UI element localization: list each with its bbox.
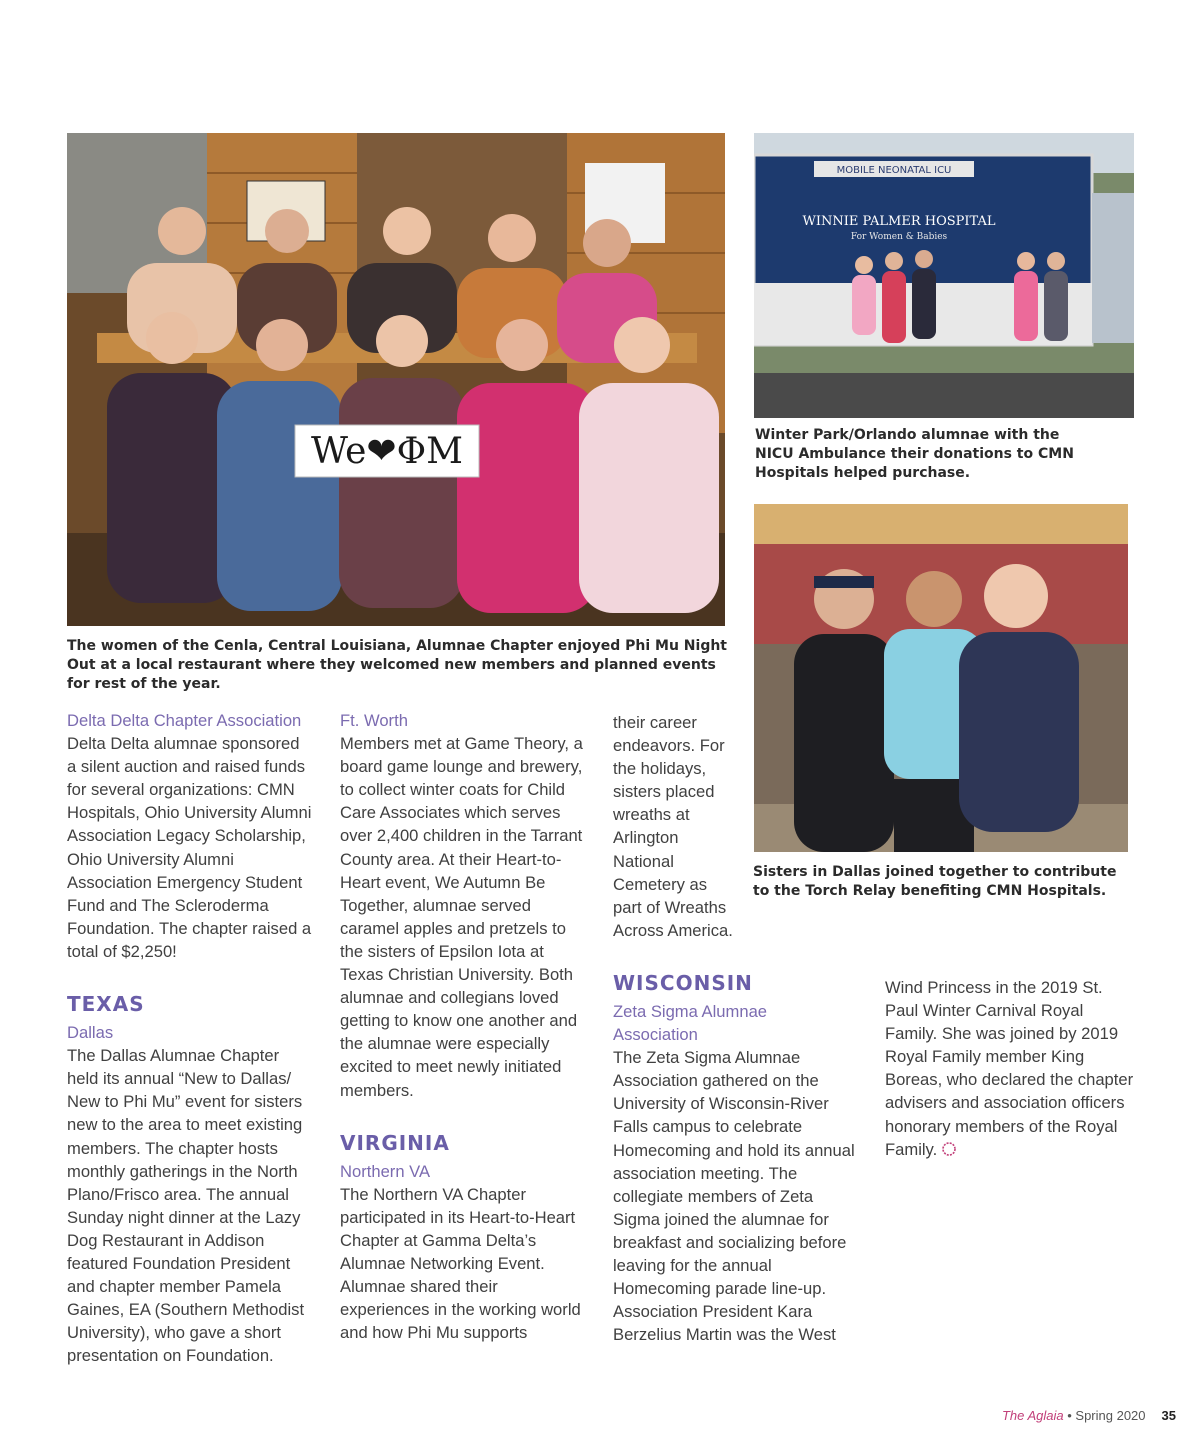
page-footer (1002, 1408, 1176, 1423)
delta-delta-body: Delta Delta alumnae sponsored a silent auction and raised funds for several organizations: CMN Hospitals, Ohio University Alumni Association Legacy Scholarship, Ohio University Alumni Association Emergency Student Fund and The Scleroderma Foundation. The chapter raised a total of $2,250! (67, 734, 312, 961)
issue-label: Spring 2020 (1075, 1408, 1146, 1423)
page-number: 35 (1161, 1408, 1176, 1423)
wisconsin-heading: WISCONSIN (613, 970, 753, 995)
column-4 (885, 976, 1140, 1163)
ft-worth-heading: Ft. Worth (340, 711, 408, 730)
column-1 (67, 709, 312, 1367)
zeta-sigma-heading: Zeta Sigma Alumnae Association (613, 1001, 768, 1045)
end-mark-icon (941, 1140, 957, 1163)
nicu-truck-top-label: MOBILE NEONATAL ICU (836, 165, 952, 176)
dallas-body: The Dallas Alumnae Chapter held its annual “New to Dallas/ New to Phi Mu” event for sisters new to the area to meet existing members. The chapter hosts monthly gatherings in the North Plano/Frisco area. The annual Sunday night dinner at the Lazy Dog Restaurant in Addison featured Foundation President and chapter member Pamela Gaines, EA (Southern Methodist University), who gave a short presentation on Foundation. (67, 1046, 305, 1366)
zeta-sigma-body: The Zeta Sigma Alumnae Association gathered on the University of Wisconsin-River Falls campus to celebrate Homecoming and hold its annual association meeting. The collegiate members of Zeta Sigma joined the alumnae for breakfast and socializing before leaving for the annual Homecoming parade line-up. Association President Kara Berzelius Martin was the West (613, 1048, 855, 1345)
northern-va-body: The Northern VA Chapter participated in its Heart-to-Heart Chapter at Gamma Delta’s Alumnae Networking Event. Alumnae shared their experiences in the working world and how Phi Mu supports (340, 1184, 581, 1343)
zeta-sigma-continued-text: Wind Princess in the 2019 St. Paul Winter Carnival Royal Family. She was joined by 2019 Royal Family member King Boreas, who declared the chapter advisers and association officers honorary members of the Royal Family. (885, 978, 1134, 1159)
nicu-ambulance-photo (754, 133, 1134, 418)
cenla-alumnae-photo (67, 133, 725, 626)
dallas-heading: Dallas (67, 1023, 114, 1043)
ft-worth-body: Members met at Game Theory, a board game lounge and brewery, to collect winter coats for Child Care Associates which serves over 2,400 children in the Tarrant County area. At their Heart-to-Heart event, We Autumn Be Together, alumnae served caramel apples and pretzels to the sisters of Epsilon Iota at Texas Christian University. Both alumnae and collegians loved getting to know one another and the alumnae were especially excited to meet newly initiated members. (340, 734, 583, 1100)
northern-va-continued: their career endeavors. For the holidays, sisters placed wreaths at Arlington National Cemetery as part of Wreaths Across America. (613, 713, 733, 940)
magazine-title: The Aglaia (1001, 1408, 1064, 1423)
column-3 (613, 711, 855, 1346)
nicu-truck-subtitle: For Women & Babies (850, 232, 948, 242)
cenla-sign-text: We❤ΦM (311, 431, 463, 472)
nicu-photo-caption: Winter Park/Orlando alumnae with the NICU Ambulance their donations to CMN Hospitals helped purchase. (755, 427, 1074, 481)
texas-heading: TEXAS (67, 992, 145, 1017)
dallas-photo-caption: Sisters in Dallas joined together to contribute to the Torch Relay benefiting CMN Hospitals. (753, 864, 1117, 899)
zeta-sigma-continued (885, 976, 1140, 1163)
virginia-heading: VIRGINIA (340, 1130, 450, 1155)
delta-delta-heading: Delta Delta Chapter Association (67, 711, 302, 730)
cenla-photo-caption: The women of the Cenla, Central Louisiana, Alumnae Chapter enjoyed Phi Mu Night Out at a local restaurant where they welcomed new members and planned events for rest of the year. (67, 638, 728, 692)
nicu-truck-name: WINNIE PALMER HOSPITAL (802, 214, 996, 229)
northern-va-heading: Northern VA (340, 1161, 431, 1181)
footer-separator: • (1063, 1408, 1076, 1423)
column-2 (340, 709, 590, 1344)
